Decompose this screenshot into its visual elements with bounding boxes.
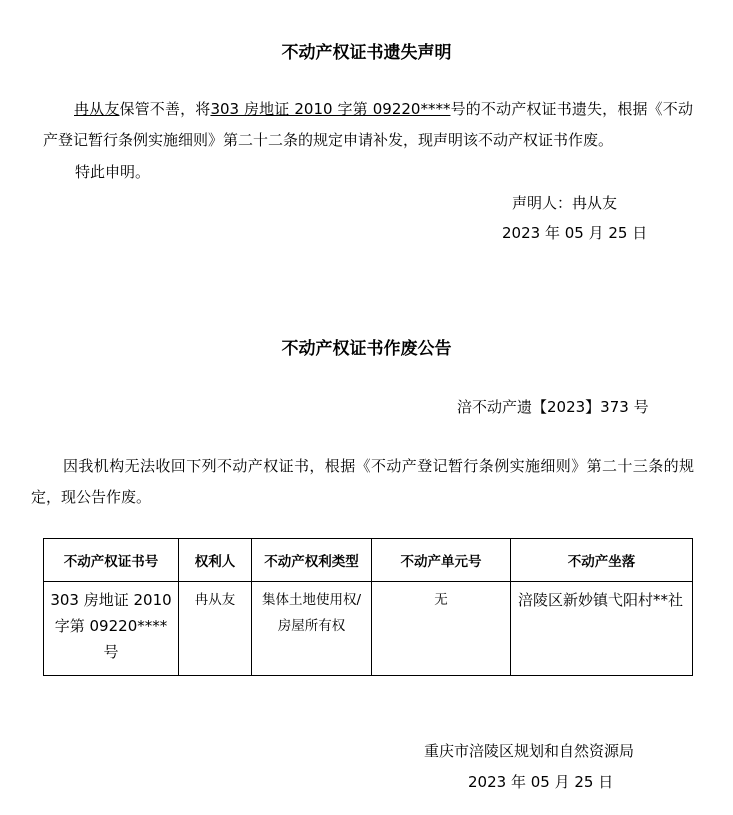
announcement-date: 2023 年 05 月 25 日 <box>468 773 614 791</box>
cell-right-type: 集体土地使用权/房屋所有权 <box>252 582 372 676</box>
certificate-number: 303 房地证 2010 字第 09220**** <box>210 100 451 118</box>
header-unit-number: 不动产单元号 <box>372 539 511 582</box>
announcement-title: 不动产权证书作废公告 <box>281 339 452 359</box>
declaration-text-2: 号的不动产权证书遗失，根据《不动产登记暂行条例实施细则》第二十二条的规定申请补发，现声明该不动产权证书作废。 <box>43 100 693 149</box>
header-certificate-number: 不动产权证书号 <box>44 539 179 582</box>
header-right-holder: 权利人 <box>179 539 252 582</box>
cell-right-holder: 冉从友 <box>179 582 252 676</box>
declaration-body <box>43 94 693 156</box>
announcement-body: 因我机构无法收回下列不动产权证书，根据《不动产登记暂行条例实施细则》第二十三条的规定，现公告作废。 <box>31 457 694 506</box>
announcement-doc-number: 涪不动产遗【2023】373 号 <box>457 398 649 416</box>
cell-unit-number: 无 <box>372 582 511 676</box>
header-right-type: 不动产权利类型 <box>252 539 372 582</box>
declaration-closing: 特此申明。 <box>75 163 151 181</box>
cell-location: 涪陵区新妙镇弋阳村**社 <box>511 582 693 676</box>
declaration-text-1: 保管不善，将 <box>119 100 211 118</box>
declaration-date: 2023 年 05 月 25 日 <box>502 224 648 242</box>
declaration-title: 不动产权证书遗失声明 <box>281 43 452 63</box>
cell-certificate-number: 303 房地证 2010 字第 09220****号 <box>44 582 179 676</box>
table-header-row <box>44 539 693 582</box>
table-row <box>44 582 693 676</box>
header-location: 不动产坐落 <box>511 539 693 582</box>
certificate-table <box>43 538 693 676</box>
declarant-label: 声明人：冉从友 <box>512 194 618 212</box>
holder-name: 冉从友 <box>74 100 120 118</box>
announcement-issuer: 重庆市涪陵区规划和自然资源局 <box>424 742 635 760</box>
